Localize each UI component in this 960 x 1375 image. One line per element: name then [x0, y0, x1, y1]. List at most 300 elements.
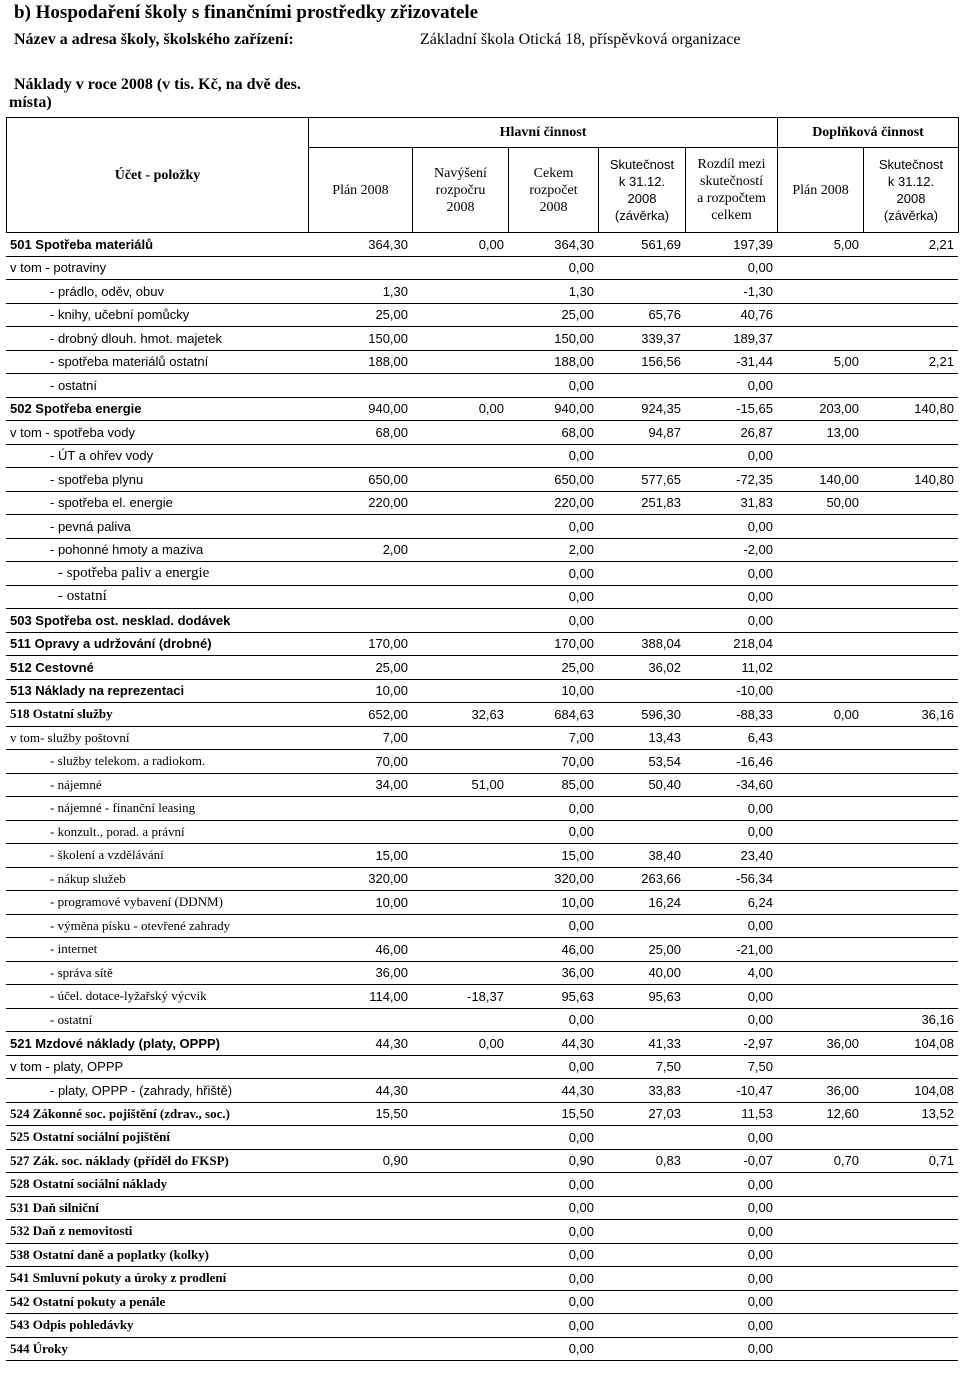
cell-splan: [777, 1243, 863, 1267]
cell-sactual: [863, 562, 958, 586]
cell-sactual: [863, 914, 958, 938]
cell-actual: [598, 1337, 685, 1361]
table-row: [6, 867, 958, 891]
cell-actual: 251,83: [598, 491, 685, 515]
cell-inc: [412, 1267, 508, 1291]
cell-actual: [598, 914, 685, 938]
cell-plan: 10,00: [308, 891, 412, 915]
row-label: v tom - spotřeba vody: [6, 421, 308, 445]
row-label: - výměna písku - otevřené zahrady: [6, 914, 308, 938]
row-label: - ostatní: [6, 1008, 308, 1032]
table-row: [6, 1337, 958, 1361]
cell-actual: [598, 1314, 685, 1338]
cell-sactual: [863, 327, 958, 351]
cell-diff: 197,39: [685, 233, 777, 256]
row-label: 518 Ostatní služby: [6, 703, 308, 727]
cell-inc: [412, 1243, 508, 1267]
cell-inc: [412, 491, 508, 515]
cell-plan: 7,00: [308, 726, 412, 750]
cell-plan: [308, 797, 412, 821]
table-row: [6, 1102, 958, 1126]
cell-plan: 114,00: [308, 985, 412, 1009]
table-row: [6, 773, 958, 797]
cell-plan: [308, 374, 412, 398]
cell-plan: [308, 1290, 412, 1314]
cell-actual: 596,30: [598, 703, 685, 727]
row-label: v tom - platy, OPPP: [6, 1055, 308, 1079]
cell-diff: 0,00: [685, 609, 777, 633]
table-row: [6, 726, 958, 750]
cell-inc: 51,00: [412, 773, 508, 797]
row-label: - nájemné - finanční leasing: [6, 797, 308, 821]
table-row: [6, 444, 958, 468]
cell-splan: [777, 938, 863, 962]
cell-inc: [412, 1173, 508, 1197]
row-label: - konzult., porad. a právní: [6, 820, 308, 844]
cell-total: 25,00: [508, 656, 598, 680]
table-row: [6, 609, 958, 633]
table-row: [6, 914, 958, 938]
cell-actual: [598, 515, 685, 539]
cell-plan: 15,00: [308, 844, 412, 868]
cell-plan: 220,00: [308, 491, 412, 515]
cell-inc: [412, 632, 508, 656]
cell-total: 0,00: [508, 609, 598, 633]
cell-sactual: 140,80: [863, 397, 958, 421]
cell-plan: 46,00: [308, 938, 412, 962]
cell-inc: [412, 1220, 508, 1244]
cell-sactual: [863, 1055, 958, 1079]
cell-plan: [308, 444, 412, 468]
cell-actual: 263,66: [598, 867, 685, 891]
cell-splan: [777, 1337, 863, 1361]
cell-diff: 0,00: [685, 1173, 777, 1197]
cell-inc: [412, 562, 508, 586]
cell-plan: [308, 1220, 412, 1244]
cell-total: 0,00: [508, 515, 598, 539]
cell-sactual: 104,08: [863, 1032, 958, 1056]
cell-total: 0,00: [508, 374, 598, 398]
cell-total: 0,00: [508, 1267, 598, 1291]
cell-sactual: [863, 985, 958, 1009]
cell-splan: [777, 609, 863, 633]
cell-total: 0,00: [508, 256, 598, 280]
row-label: 524 Zákonné soc. pojištění (zdrav., soc.): [6, 1102, 308, 1126]
cell-plan: [308, 1196, 412, 1220]
cell-actual: [598, 1126, 685, 1150]
table-row: [6, 256, 958, 280]
cell-splan: [777, 891, 863, 915]
cell-inc: [412, 1290, 508, 1314]
cell-diff: 11,02: [685, 656, 777, 680]
cell-total: 650,00: [508, 468, 598, 492]
cell-splan: [777, 914, 863, 938]
cell-plan: [308, 1055, 412, 1079]
cell-plan: 70,00: [308, 750, 412, 774]
cell-inc: [412, 1149, 508, 1173]
cell-diff: 0,00: [685, 797, 777, 821]
cell-splan: [777, 797, 863, 821]
cell-actual: 94,87: [598, 421, 685, 445]
row-label: - účel. dotace-lyžařský výcvik: [6, 985, 308, 1009]
row-label: - správa sítě: [6, 961, 308, 985]
cell-total: 1,30: [508, 280, 598, 304]
cell-splan: [777, 1196, 863, 1220]
cell-actual: [598, 256, 685, 280]
cell-inc: [412, 1337, 508, 1361]
cell-actual: 7,50: [598, 1055, 685, 1079]
row-label: 502 Spotřeba energie: [6, 397, 308, 421]
table-row: [6, 538, 958, 562]
row-label: - internet: [6, 938, 308, 962]
cell-total: 0,00: [508, 1008, 598, 1032]
cell-splan: [777, 1126, 863, 1150]
table-row: [6, 1079, 958, 1103]
row-label: - pohonné hmoty a maziva: [6, 538, 308, 562]
cell-inc: -18,37: [412, 985, 508, 1009]
cell-splan: [777, 1290, 863, 1314]
cell-splan: 0,70: [777, 1149, 863, 1173]
cell-splan: [777, 562, 863, 586]
cell-plan: 0,90: [308, 1149, 412, 1173]
cell-inc: [412, 1126, 508, 1150]
cell-diff: -2,00: [685, 538, 777, 562]
cell-splan: [777, 844, 863, 868]
table-header: [6, 117, 959, 233]
cell-splan: 50,00: [777, 491, 863, 515]
cell-splan: [777, 1220, 863, 1244]
cell-inc: [412, 797, 508, 821]
cell-sactual: [863, 797, 958, 821]
cell-sactual: [863, 961, 958, 985]
cell-total: 7,00: [508, 726, 598, 750]
cell-sactual: [863, 773, 958, 797]
cell-splan: [777, 374, 863, 398]
cell-sactual: [863, 491, 958, 515]
cell-total: 0,00: [508, 1314, 598, 1338]
cell-diff: 0,00: [685, 1337, 777, 1361]
cell-sactual: 36,16: [863, 703, 958, 727]
cell-inc: [412, 515, 508, 539]
cell-diff: 0,00: [685, 444, 777, 468]
cell-inc: [412, 1079, 508, 1103]
cell-diff: -1,30: [685, 280, 777, 304]
table-row: [6, 1267, 958, 1291]
cell-inc: [412, 844, 508, 868]
table-row: [6, 820, 958, 844]
row-label: 511 Opravy a udržování (drobné): [6, 632, 308, 656]
cell-splan: [777, 1267, 863, 1291]
cell-plan: 364,30: [308, 233, 412, 256]
table-row: [6, 985, 958, 1009]
cell-sactual: 104,08: [863, 1079, 958, 1103]
cell-total: 10,00: [508, 891, 598, 915]
cell-actual: [598, 444, 685, 468]
cell-diff: 0,00: [685, 1126, 777, 1150]
header-increase: Navýšení rozpočru 2008: [413, 148, 509, 233]
cell-plan: 44,30: [308, 1079, 412, 1103]
cell-total: 15,50: [508, 1102, 598, 1126]
cell-actual: 577,65: [598, 468, 685, 492]
cell-sactual: [863, 891, 958, 915]
cell-splan: [777, 515, 863, 539]
header-side-actual: Skutečnost k 31.12. 2008 (závěrka): [864, 148, 959, 233]
cell-actual: 95,63: [598, 985, 685, 1009]
row-label: - ostatní: [6, 374, 308, 398]
row-label: - knihy, učební pomůcky: [6, 303, 308, 327]
cell-actual: [598, 1196, 685, 1220]
cell-total: 0,00: [508, 1126, 598, 1150]
cell-total: 0,00: [508, 797, 598, 821]
cell-plan: 34,00: [308, 773, 412, 797]
header-side-plan: Plán 2008: [778, 148, 864, 233]
cell-diff: 0,00: [685, 585, 777, 609]
cell-diff: 11,53: [685, 1102, 777, 1126]
cell-actual: 13,43: [598, 726, 685, 750]
cell-actual: 65,76: [598, 303, 685, 327]
table-row: [6, 1220, 958, 1244]
cell-splan: 5,00: [777, 233, 863, 256]
cell-inc: [412, 609, 508, 633]
cell-inc: [412, 938, 508, 962]
cell-total: 44,30: [508, 1079, 598, 1103]
cell-sactual: [863, 585, 958, 609]
cell-splan: 12,60: [777, 1102, 863, 1126]
cell-sactual: [863, 1314, 958, 1338]
table-row: [6, 632, 958, 656]
cell-diff: 23,40: [685, 844, 777, 868]
cell-inc: [412, 679, 508, 703]
cell-sactual: [863, 1337, 958, 1361]
cell-splan: 36,00: [777, 1079, 863, 1103]
cell-total: 684,63: [508, 703, 598, 727]
cell-diff: 0,00: [685, 985, 777, 1009]
cell-inc: [412, 914, 508, 938]
table-row: [6, 1290, 958, 1314]
cell-plan: 2,00: [308, 538, 412, 562]
cell-inc: [412, 656, 508, 680]
cell-splan: 5,00: [777, 350, 863, 374]
costs-title: [9, 76, 374, 112]
cell-diff: -21,00: [685, 938, 777, 962]
cell-diff: 6,24: [685, 891, 777, 915]
table-row: [6, 703, 958, 727]
cell-splan: [777, 820, 863, 844]
row-label: - drobný dlouh. hmot. majetek: [6, 327, 308, 351]
cell-inc: [412, 303, 508, 327]
row-label: v tom- služby poštovní: [6, 726, 308, 750]
header-difference: Rozdíl mezi skutečností a rozpočtem celkem: [686, 148, 778, 233]
cell-inc: [412, 1008, 508, 1032]
cell-splan: 13,00: [777, 421, 863, 445]
cell-inc: [412, 1055, 508, 1079]
cell-actual: [598, 820, 685, 844]
cell-diff: 0,00: [685, 374, 777, 398]
cell-total: 44,30: [508, 1032, 598, 1056]
cell-plan: [308, 914, 412, 938]
cell-diff: 0,00: [685, 1290, 777, 1314]
cell-diff: 0,00: [685, 1267, 777, 1291]
cell-splan: [777, 773, 863, 797]
cell-total: 0,00: [508, 820, 598, 844]
cell-actual: [598, 1243, 685, 1267]
row-label: - pevná paliva: [6, 515, 308, 539]
cell-inc: [412, 444, 508, 468]
cell-diff: -2,97: [685, 1032, 777, 1056]
cell-actual: [598, 1220, 685, 1244]
header-plan: Plán 2008: [309, 148, 413, 233]
cell-plan: [308, 1337, 412, 1361]
table-row: [6, 1149, 958, 1173]
cell-plan: 940,00: [308, 397, 412, 421]
cell-total: 0,00: [508, 1220, 598, 1244]
cell-inc: 32,63: [412, 703, 508, 727]
cell-actual: 50,40: [598, 773, 685, 797]
cell-plan: 1,30: [308, 280, 412, 304]
cell-actual: 27,03: [598, 1102, 685, 1126]
cell-actual: 41,33: [598, 1032, 685, 1056]
cell-diff: -56,34: [685, 867, 777, 891]
cell-diff: 0,00: [685, 1008, 777, 1032]
cell-sactual: 2,21: [863, 233, 958, 256]
cell-splan: [777, 256, 863, 280]
cell-actual: 156,56: [598, 350, 685, 374]
cell-sactual: [863, 1267, 958, 1291]
cell-plan: [308, 1243, 412, 1267]
cell-plan: 68,00: [308, 421, 412, 445]
cell-inc: [412, 280, 508, 304]
table-row: [6, 1196, 958, 1220]
row-label: - ÚT a ohřev vody: [6, 444, 308, 468]
cell-inc: [412, 374, 508, 398]
table-row: [6, 421, 958, 445]
cell-actual: [598, 374, 685, 398]
cell-total: 188,00: [508, 350, 598, 374]
row-label: 544 Úroky: [6, 1337, 308, 1361]
cell-inc: [412, 1102, 508, 1126]
cell-sactual: [863, 1220, 958, 1244]
cell-plan: 44,30: [308, 1032, 412, 1056]
cell-splan: [777, 656, 863, 680]
table-row: [6, 397, 958, 421]
table-row: [6, 797, 958, 821]
cell-diff: -0,07: [685, 1149, 777, 1173]
cell-splan: 140,00: [777, 468, 863, 492]
cell-sactual: [863, 515, 958, 539]
row-label: - spotřeba materiálů ostatní: [6, 350, 308, 374]
cell-total: 320,00: [508, 867, 598, 891]
cell-splan: [777, 1008, 863, 1032]
section-title: b) Hospodaření školy s finančními prostředky zřizovatele: [14, 2, 479, 23]
cell-sactual: [863, 726, 958, 750]
cell-diff: 0,00: [685, 914, 777, 938]
cell-diff: -10,00: [685, 679, 777, 703]
cell-splan: 36,00: [777, 1032, 863, 1056]
cell-sactual: [863, 444, 958, 468]
table-row: [6, 374, 958, 398]
cell-diff: 6,43: [685, 726, 777, 750]
table-row: [6, 562, 958, 586]
cell-sactual: 13,52: [863, 1102, 958, 1126]
cell-splan: [777, 280, 863, 304]
cell-splan: [777, 679, 863, 703]
cell-inc: [412, 256, 508, 280]
cell-splan: [777, 1314, 863, 1338]
cell-splan: [777, 726, 863, 750]
cell-splan: [777, 867, 863, 891]
table-row: [6, 280, 958, 304]
cell-plan: [308, 585, 412, 609]
cell-diff: 31,83: [685, 491, 777, 515]
cell-plan: [308, 1173, 412, 1197]
table-row: [6, 1314, 958, 1338]
row-label: 528 Ostatní sociální náklady: [6, 1173, 308, 1197]
cell-total: 0,00: [508, 1173, 598, 1197]
cell-plan: [308, 609, 412, 633]
cell-inc: 0,00: [412, 397, 508, 421]
cell-plan: [308, 820, 412, 844]
cell-sactual: [863, 750, 958, 774]
cell-inc: [412, 538, 508, 562]
cell-inc: [412, 350, 508, 374]
row-label: - spotřeba plynu: [6, 468, 308, 492]
row-label: 512 Cestovné: [6, 656, 308, 680]
cell-sactual: [863, 374, 958, 398]
cell-diff: 0,00: [685, 820, 777, 844]
table-row: [6, 303, 958, 327]
table-row: [6, 585, 958, 609]
row-label: - ostatní: [6, 585, 308, 609]
table-row: [6, 1126, 958, 1150]
cell-total: 70,00: [508, 750, 598, 774]
school-value: Základní škola Otická 18, příspěvková organizace: [420, 31, 741, 48]
cell-plan: [308, 1126, 412, 1150]
cell-diff: 0,00: [685, 1314, 777, 1338]
cell-diff: 0,00: [685, 1196, 777, 1220]
cell-diff: 0,00: [685, 562, 777, 586]
cell-diff: 26,87: [685, 421, 777, 445]
cell-plan: 320,00: [308, 867, 412, 891]
cell-diff: -16,46: [685, 750, 777, 774]
cell-total: 150,00: [508, 327, 598, 351]
cell-sactual: [863, 1196, 958, 1220]
cell-total: 170,00: [508, 632, 598, 656]
cell-splan: 203,00: [777, 397, 863, 421]
cell-actual: 924,35: [598, 397, 685, 421]
row-label: - nákup služeb: [6, 867, 308, 891]
cell-plan: 15,50: [308, 1102, 412, 1126]
cell-total: 0,90: [508, 1149, 598, 1173]
cell-diff: 218,04: [685, 632, 777, 656]
cell-diff: 40,76: [685, 303, 777, 327]
cost-table: [6, 233, 958, 1361]
row-label: 542 Ostatní pokuty a penále: [6, 1290, 308, 1314]
cell-total: 0,00: [508, 1337, 598, 1361]
cell-inc: [412, 468, 508, 492]
table-row: [6, 1173, 958, 1197]
table-row: [6, 491, 958, 515]
cell-inc: [412, 891, 508, 915]
cell-inc: [412, 961, 508, 985]
cell-sactual: [863, 1173, 958, 1197]
cell-plan: [308, 562, 412, 586]
cell-diff: -34,60: [685, 773, 777, 797]
cell-diff: 189,37: [685, 327, 777, 351]
row-label: - programové vybavení (DDNM): [6, 891, 308, 915]
header-account: Účet - položky: [7, 118, 309, 233]
cell-sactual: [863, 844, 958, 868]
cell-inc: [412, 750, 508, 774]
